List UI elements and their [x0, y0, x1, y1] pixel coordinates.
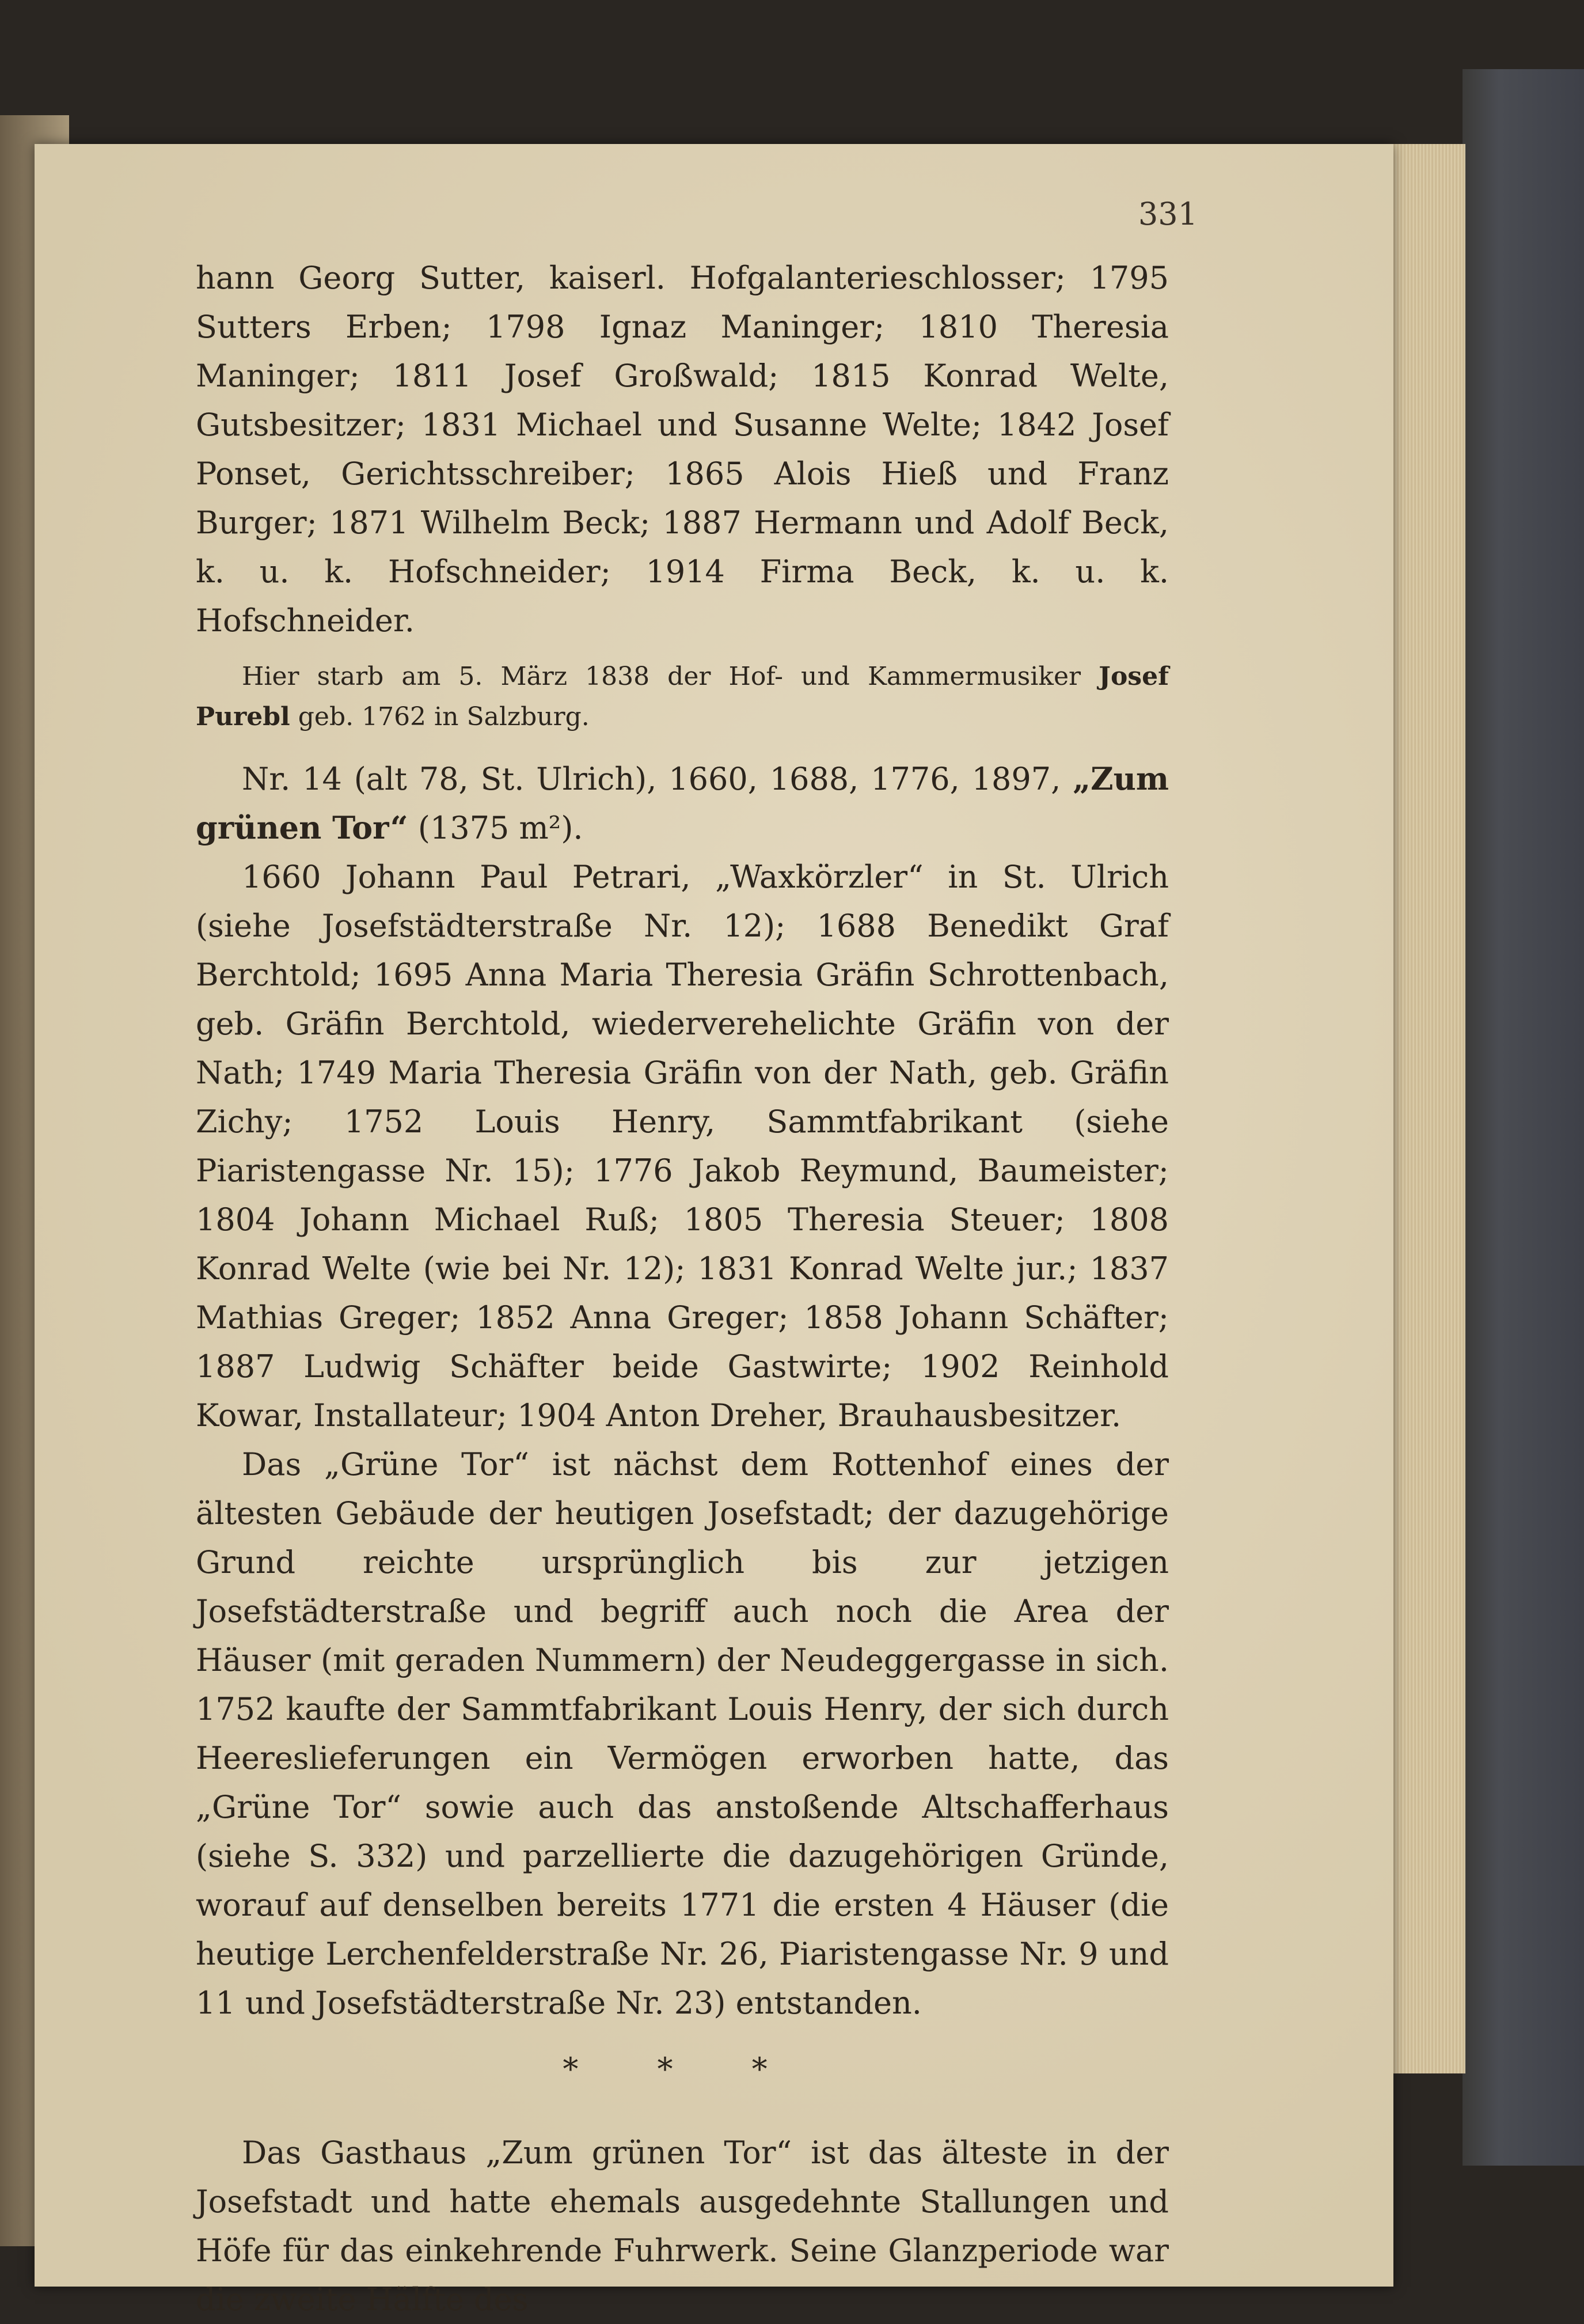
page-text: [196, 253, 1169, 2324]
entry-text: Nr. 14 (alt 78, St. Ulrich), 1660, 1688, 1776, 1897,: [242, 761, 1061, 797]
paragraph-gasthaus: Das Gasthaus „Zum grünen Tor“ ist das älteste in der Josefstadt und hatte ehemals ausgedehnte Stallungen und Höfe für das einkehrende Fuhrwerk. Seine Glanzperiode war die zweite Hälfte des: [196, 2135, 1169, 2318]
note-text: Hier starb am 5. März 1838 der Hof- und Kammermusiker: [242, 662, 1081, 691]
entry-title: „Zum grünen Tor“: [196, 760, 1169, 846]
paragraph-description: Das „Grüne Tor“ ist nächst dem Rottenhof eines der ältesten Gebäude der heutigen Josefstadt; der dazugehörige Grund reichte ursprünglich bis zur jetzigen Josefstädterstraße und begriff auch noch die Area der Häuser (mit geraden Nummern) der Neudeggergasse in sich. 1752 kaufte der Sammtfabrikant Louis Henry, der sich durch Heereslieferungen ein Vermögen erworben hatte, das „Grüne Tor“ sowie auch das anstoßende Altschafferhaus (siehe S. 332) und parzellierte die dazugehörigen Gründe, worauf auf denselben bereits 1771 die ersten 4 Häuser (die heutige Lerchenfelderstraße Nr. 26, Piaristengasse Nr. 9 und 11 und Josefstädterstraße Nr. 23) entstanden.: [196, 1446, 1169, 2021]
entry-area: (1375 m²).: [417, 810, 583, 846]
note-paragraph: [196, 657, 1169, 737]
page-number: 331: [1138, 196, 1198, 232]
section-separator: * * *: [563, 2051, 802, 2087]
paragraph-owners: hann Georg Sutter, kaiserl. Hofgalanterieschlosser; 1795 Sutters Erben; 1798 Ignaz Maninger; 1810 Theresia Maninger; 1811 Josef Großwald; 1815 Konrad Welte, Gutsbesitzer; 1831 Michael und Susanne Welte; 1842 Josef Ponset, Gerichtsschreiber; 1865 Alois Hieß und Franz Burger; 1871 Wilhelm Beck; 1887 Hermann und Adolf Beck, k. u. k. Hofschneider; 1914 Firma Beck, k. u. k. Hofschneider.: [196, 260, 1169, 639]
note-name: Josef Purebl: [196, 662, 1169, 731]
note-text-2: geb. 1762 in Salzburg.: [298, 702, 590, 731]
book-cover: [1463, 69, 1584, 2166]
entry-heading: [196, 755, 1169, 852]
paragraph-history: 1660 Johann Paul Petrari, „Waxkörzler“ in St. Ulrich (siehe Josefstädterstraße Nr. 12); 1688 Benedikt Graf Berchtold; 1695 Anna Maria Theresia Gräfin Schrottenbach, geb. Gräfin Berchtold, wiederverehelichte Gräfin von der Nath; 1749 Maria Theresia Gräfin von der Nath, geb. Gräfin Zichy; 1752 Louis Henry, Sammtfabrikant (siehe Piaristengasse Nr. 15); 1776 Jakob Reymund, Baumeister; 1804 Johann Michael Ruß; 1805 Theresia Steuer; 1808 Konrad Welte (wie bei Nr. 12); 1831 Konrad Welte jur.; 1837 Mathias Greger; 1852 Anna Greger; 1858 Johann Schäfter; 1887 Ludwig Schäfter beide Gastwirte; 1902 Reinhold Kowar, Installateur; 1904 Anton Dreher, Brauhausbesitzer.: [196, 859, 1169, 1434]
